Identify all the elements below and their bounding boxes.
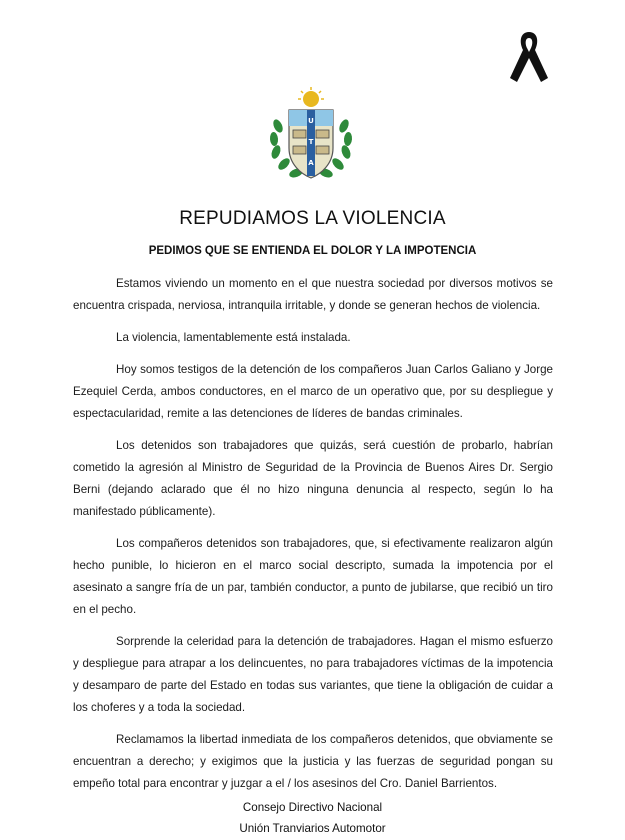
document-title: REPUDIAMOS LA VIOLENCIA bbox=[179, 208, 446, 229]
sun-icon bbox=[303, 91, 319, 107]
document-body bbox=[73, 273, 553, 805]
paragraph: Sorprende la celeridad para la detención de trabajadores. Hagan el mismo esfuerzo y despliegue para atrapar a los delincuentes, no para trabajadores víctimas de la impotencia y desamparo de parte del Estado en todas sus variantes, que tiene la obligación de cuidar a los choferes y a toda la sociedad. bbox=[73, 635, 553, 714]
logo-letter-u: U bbox=[308, 117, 314, 125]
paragraph: Estamos viviendo un momento en el que nuestra sociedad por diversos motivos se encuentra crispada, nerviosa, intranquila irritable, y donde se generan hechos de violencia. bbox=[73, 277, 553, 312]
paragraph: Reclamamos la libertad inmediata de los compañeros detenidos, que obviamente se encuentran a derecho; y exigimos que la justicia y las fuerzas de seguridad pongan su empeño total para encontrar y juzgar a el / los asesinos del Cro. Daniel Barrientos. bbox=[73, 733, 553, 790]
paragraph: Los detenidos son trabajadores que quizás, será cuestión de probarlo, habrían cometido la agresión al Ministro de Seguridad de la Provincia de Buenos Aires Dr. Sergio Berni (dejando aclarado que él no hizo ninguna denuncia al respecto, según lo ha manifestado públicamente). bbox=[73, 439, 553, 518]
uta-union-emblem-icon bbox=[263, 86, 359, 186]
signature-line-council: Consejo Directivo Nacional bbox=[242, 801, 383, 814]
signature-line-union: Unión Tranviarios Automotor bbox=[239, 822, 386, 835]
mourning-ribbon-icon bbox=[506, 24, 552, 86]
logo-letter-t: T bbox=[308, 138, 314, 146]
paragraph: Hoy somos testigos de la detención de los compañeros Juan Carlos Galiano y Jorge Ezequiel Cerda, ambos conductores, en el marco de un operativo que, por su despliegue y espectacularidad, remite a las detenciones de líderes de bandas criminales. bbox=[73, 363, 553, 420]
paragraph: La violencia, lamentablemente está instalada. bbox=[116, 331, 351, 344]
document-subtitle: PEDIMOS QUE SE ENTIENDA EL DOLOR Y LA IMPOTENCIA bbox=[148, 245, 477, 257]
logo-letter-a: A bbox=[308, 159, 314, 167]
paragraph: Los compañeros detenidos son trabajadores, que, si efectivamente realizaron algún hecho punible, lo hicieron en el marco social descripto, sumada la impotencia por el asesinato a sangre fría de un par, también conductor, a punto de jubilarse, que recibió un tiro en el pecho. bbox=[73, 537, 553, 616]
